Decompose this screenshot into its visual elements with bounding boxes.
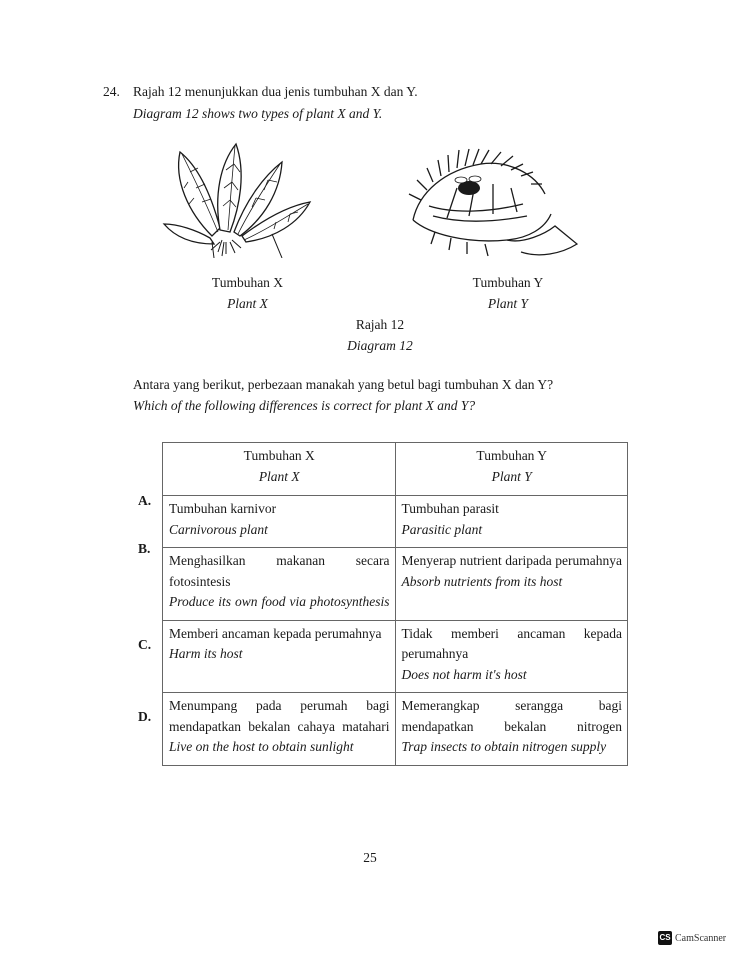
option-c-plant-x xyxy=(163,620,396,693)
question-prompt xyxy=(133,374,553,416)
option-d-y-en: Trap insects to obtain nitrogen supply xyxy=(401,739,607,754)
table-header-row xyxy=(163,443,628,496)
venus-flytrap-icon xyxy=(405,148,580,260)
option-letter-d[interactable]: D. xyxy=(138,709,152,724)
option-row-d[interactable] xyxy=(163,693,628,766)
option-row-c[interactable] xyxy=(163,620,628,693)
option-letter-a[interactable]: A. xyxy=(138,493,152,508)
option-a-x-ms: Tumbuhan karnivor xyxy=(169,501,277,516)
diagram-caption xyxy=(320,314,440,356)
plant-x-label-ms: Tumbuhan X xyxy=(211,275,284,290)
option-a-x-en: Carnivorous plant xyxy=(169,521,268,537)
option-row-b[interactable] xyxy=(163,548,628,621)
option-b-plant-x xyxy=(163,548,396,621)
option-c-x-ms: Memberi ancaman kepada perumahnya xyxy=(169,625,382,641)
option-b-y-en: Absorb nutrients from its host xyxy=(401,573,563,589)
answer-table xyxy=(162,442,628,766)
question-text-ms: Rajah 12 menunjukkan dua jenis tumbuhan X dan Y. xyxy=(133,84,418,99)
option-d-y-ms: Memerangkap serangga bagi mendapatkan bekalan nitrogen xyxy=(401,698,622,734)
header-plant-x-ms: Tumbuhan X xyxy=(243,448,315,463)
option-b-x-en: Produce its own food via photosynthesis xyxy=(169,594,390,609)
option-d-plant-y xyxy=(395,693,628,766)
camscanner-watermark: CamScanner xyxy=(675,933,727,944)
option-d-x-ms: Menumpang pada perumah bagi mendapatkan bekalan cahaya matahari xyxy=(169,698,390,734)
option-b-x-ms: Menghasilkan makanan secara fotosintesis xyxy=(169,553,390,589)
option-b-y-ms: Menyerap nutrient daripada perumahnya xyxy=(401,553,622,568)
diagram-caption-en: Diagram 12 xyxy=(347,338,413,353)
question-prompt-en: Which of the following differences is correct for plant X and Y? xyxy=(133,398,476,413)
option-c-x-en: Harm its host xyxy=(169,646,243,661)
plant-y-label-ms: Tumbuhan Y xyxy=(472,275,544,290)
option-letter-b[interactable]: B. xyxy=(138,541,151,556)
option-d-plant-x xyxy=(163,693,396,766)
option-a-y-en: Parasitic plant xyxy=(401,521,483,537)
plant-x-label-en: Plant X xyxy=(227,296,268,311)
plant-x-label xyxy=(200,272,295,314)
option-a-y-ms: Tumbuhan parasit xyxy=(401,501,499,516)
question-number: 24. xyxy=(103,84,120,99)
header-plant-x xyxy=(163,443,396,496)
plant-y-label xyxy=(458,272,558,314)
option-d-x-en: Live on the host to obtain sunlight xyxy=(169,739,354,754)
header-plant-y xyxy=(395,443,628,496)
option-a-plant-y xyxy=(395,496,628,548)
diagram-caption-ms: Rajah 12 xyxy=(355,317,405,332)
option-c-y-ms: Tidak memberi ancaman kepada perumahnya xyxy=(401,625,622,661)
option-c-plant-y xyxy=(395,620,628,693)
option-c-y-en: Does not harm it's host xyxy=(401,666,527,682)
header-plant-x-en: Plant X xyxy=(258,468,300,484)
header-plant-y-ms: Tumbuhan Y xyxy=(476,448,548,463)
camscanner-logo-icon: CS xyxy=(658,931,672,945)
option-a-plant-x xyxy=(163,496,396,548)
option-b-plant-y xyxy=(395,548,628,621)
plant-y-label-en: Plant Y xyxy=(487,296,529,311)
leafy-plant-icon xyxy=(160,138,320,258)
question-text-en: Diagram 12 shows two types of plant X and Y. xyxy=(133,106,383,121)
question-prompt-ms: Antara yang berikut, perbezaan manakah yang betul bagi tumbuhan X dan Y? xyxy=(133,377,554,392)
header-plant-y-en: Plant Y xyxy=(491,468,532,484)
page-number: 25 xyxy=(363,850,377,865)
option-letter-c[interactable]: C. xyxy=(138,637,152,652)
option-row-a[interactable] xyxy=(163,496,628,548)
